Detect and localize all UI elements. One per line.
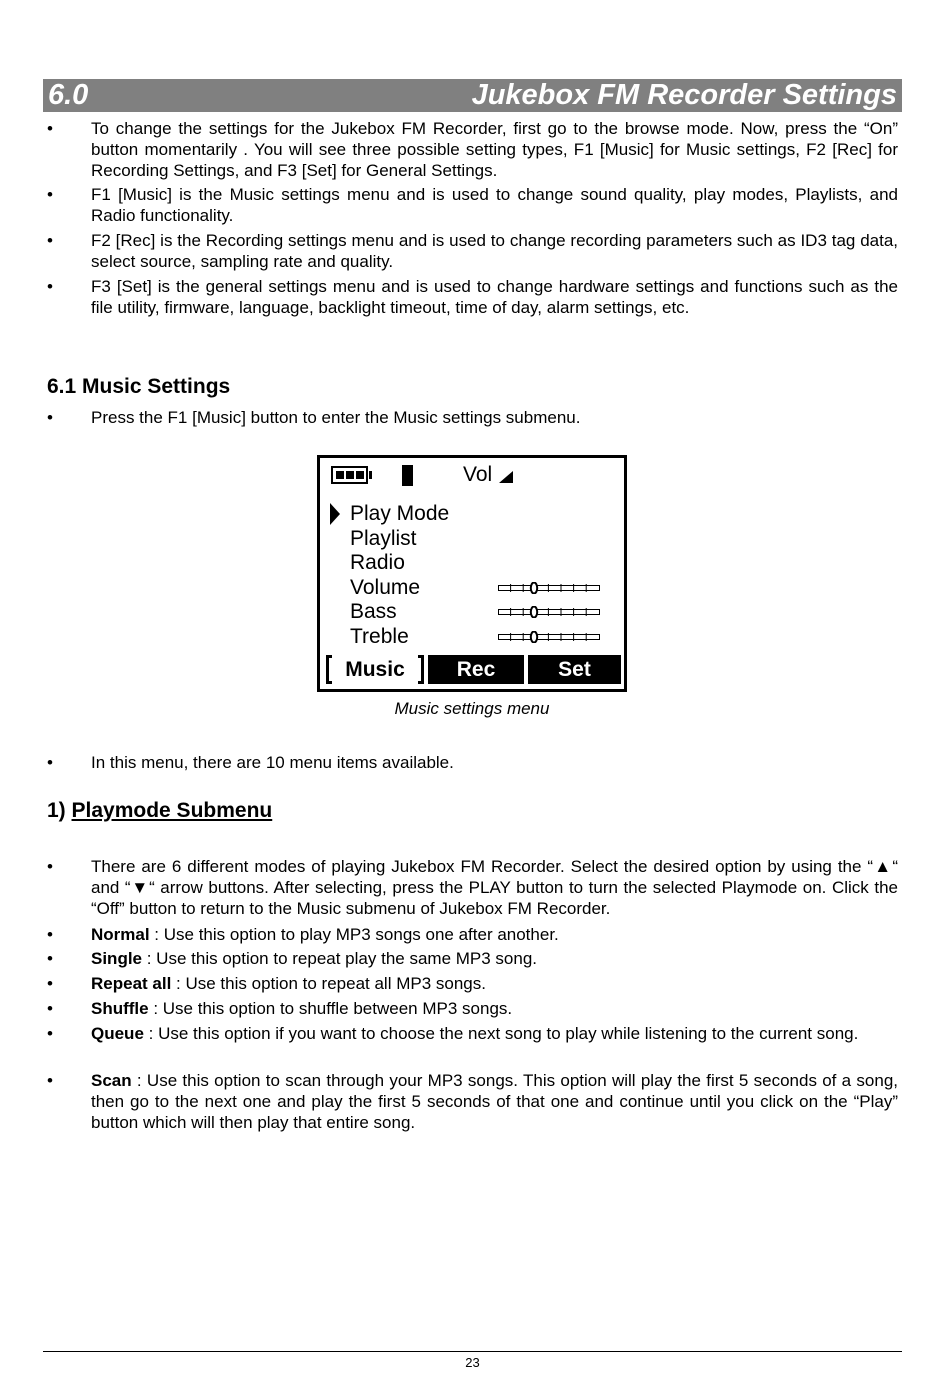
music-settings-bullet: Press the F1 [Music] button to enter the Music settings submenu. [91, 408, 581, 427]
lcd-item-radio: Radio [350, 551, 405, 574]
mode-name: Shuffle [91, 999, 149, 1018]
playmode-heading-text: Playmode Submenu [71, 799, 273, 822]
slider-knob [531, 583, 537, 594]
mode-desc: : Use this option to repeat play the same MP3 song. [142, 949, 538, 968]
bullet-dot: • [47, 753, 53, 772]
menu-count-bullet: In this menu, there are 10 menu items available. [91, 753, 454, 772]
bass-slider [498, 606, 600, 618]
tab-music-label: Music [345, 658, 405, 681]
bullet-dot: • [47, 277, 53, 296]
mode-repeat-all [91, 973, 898, 994]
mode-scan [91, 1070, 898, 1133]
tab-rec: Rec [428, 655, 524, 684]
music-settings-heading: 6.1 Music Settings [47, 375, 231, 398]
lcd-screen [317, 455, 627, 692]
section-header-bar [43, 79, 902, 112]
mode-queue [91, 1023, 898, 1044]
page-number: 23 [465, 1355, 480, 1370]
section-number: 6.0 [48, 79, 89, 111]
bullet-dot: • [47, 408, 53, 427]
mode-single [91, 948, 898, 969]
figure-caption: Music settings menu [394, 699, 550, 718]
lcd-tab-bar [326, 655, 621, 684]
lcd-item-play-mode: Play Mode [350, 502, 450, 525]
volume-triangle-icon [499, 471, 513, 483]
mode-name: Scan [91, 1071, 132, 1090]
bullet-dot: • [47, 974, 53, 993]
mode-shuffle [91, 998, 898, 1019]
bracket-left [326, 655, 332, 684]
tab-set: Set [528, 655, 621, 684]
treble-slider [498, 631, 600, 643]
slider-track [499, 635, 600, 640]
section-title: Jukebox FM Recorder Settings [471, 79, 897, 111]
bullet-dot: • [47, 119, 53, 138]
battery-icon [331, 466, 368, 484]
slider-track [499, 610, 600, 615]
bracket-right [418, 655, 424, 684]
vol-label: Vol [463, 463, 493, 486]
intro-bullet-3: F2 [Rec] is the Recording settings menu and is used to change recording parameters such as ID3 tag data, select source, sampling rate and quality. [91, 231, 898, 271]
tab-music [326, 655, 424, 684]
bullet-dot: • [47, 1071, 53, 1090]
mode-desc: : Use this option to shuffle between MP3 songs. [148, 999, 513, 1018]
mode-normal [91, 924, 898, 945]
mode-desc: : Use this option to repeat all MP3 songs. [171, 974, 486, 993]
slider-knob [531, 607, 537, 618]
bullet-dot: • [47, 857, 53, 876]
playmode-heading [47, 798, 272, 824]
mode-desc: : Use this option to play MP3 songs one after another. [149, 925, 559, 944]
signal-icon [402, 465, 413, 486]
volume-slider [498, 582, 600, 594]
intro-bullet-1: To change the settings for the Jukebox FM Recorder, first go to the browse mode. Now, press the “On” button momentarily . You will see three possible setting types, F1 [Music] for Music settings, F2 [Rec] for Recording Settings, and F3 [Set] for General Settings. [91, 119, 898, 180]
lcd-item-volume: Volume [350, 576, 421, 599]
intro-bullet-4: F3 [Set] is the general settings menu and is used to change hardware settings and functions such as the file utility, firmware, language, backlight timeout, time of day, alarm settings, etc. [91, 277, 898, 317]
bullet-dot: • [47, 999, 53, 1018]
menu-cursor-icon [330, 503, 340, 525]
playmode-intro: There are 6 different modes of playing Jukebox FM Recorder. Select the desired option by using the “▲“ and “▼“ arrow buttons. After selecting, press the PLAY button to turn the selected Playmode on. Click the “Off” button to return to the Music submenu of Jukebox FM Recorder. [91, 857, 898, 918]
bullet-dot: • [47, 949, 53, 968]
footer-rule [43, 1351, 902, 1352]
bullet-dot: • [47, 231, 53, 250]
intro-bullet-2: F1 [Music] is the Music settings menu and is used to change sound quality, play modes, Playlists, and Radio functionality. [91, 185, 898, 225]
bullet-dot: • [47, 925, 53, 944]
lcd-item-treble: Treble [350, 625, 409, 648]
mode-desc: : Use this option to scan through your MP3 songs. This option will play the first 5 seconds of a song, then go to the next one and play the first 5 seconds of that one and continue until you click on the “Play” button which will then play that entire song. [91, 1071, 898, 1132]
battery-tip [369, 471, 372, 479]
mode-name: Single [91, 949, 143, 968]
slider-track [499, 586, 600, 591]
bullet-dot: • [47, 185, 53, 204]
mode-name: Repeat all [91, 974, 172, 993]
bullet-dot: • [47, 1024, 53, 1043]
lcd-item-playlist: Playlist [350, 527, 417, 550]
playmode-heading-prefix: 1) [47, 799, 72, 822]
mode-desc: : Use this option if you want to choose the next song to play while listening to the current song. [143, 1024, 859, 1043]
lcd-item-bass: Bass [350, 600, 397, 623]
mode-name: Normal [91, 925, 150, 944]
slider-knob [531, 632, 537, 643]
mode-name: Queue [91, 1024, 144, 1043]
